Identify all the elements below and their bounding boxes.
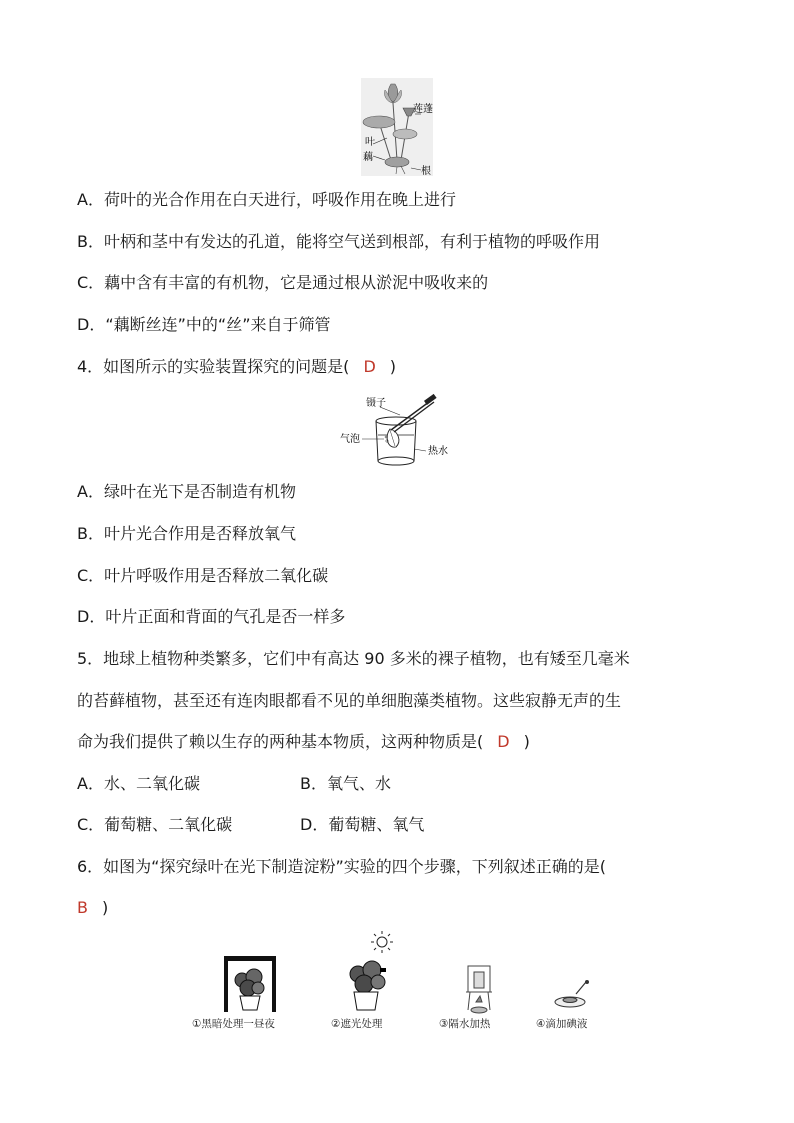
- q4-option-b: B．叶片光合作用是否释放氧气: [77, 524, 296, 543]
- q4-option-c: C．叶片呼吸作用是否释放二氧化碳: [77, 566, 329, 585]
- q5-option-a: A．水、二氧化碳: [77, 774, 200, 793]
- q4-stem-text: 4．如图所示的实验装置探究的问题是(: [77, 357, 350, 376]
- step-3-water-bath-figure: [458, 962, 502, 1016]
- q3-option-d: D．“藕断丝连”中的“丝”来自于筛管: [77, 315, 331, 334]
- q5-line-1: 5．地球上植物种类繁多，它们中有高达 90 多米的裸子植物，也有矮至几毫米: [77, 649, 630, 668]
- step-2-caption: ②遮光处理: [331, 1018, 383, 1030]
- lotus-figure: [361, 78, 433, 176]
- q5-close: ): [523, 732, 530, 751]
- step-1-dark-figure: [218, 952, 282, 1014]
- q4-stem: [77, 357, 396, 377]
- q6-answer: B: [77, 898, 88, 917]
- q5-option-b: B．氧气、水: [300, 774, 391, 793]
- beaker-figure: [338, 393, 458, 469]
- q4-option-a: A．绿叶在光下是否制造有机物: [77, 482, 296, 501]
- q3-option-c: C．藕中含有丰富的有机物，它是通过根从淤泥中吸收来的: [77, 273, 489, 292]
- q5-line-2: 的苔藓植物，甚至还有连肉眼都看不见的单细胞藻类植物。这些寂静无声的生: [77, 691, 622, 710]
- q6-close: ): [101, 898, 109, 917]
- q6-line-1: 6．如图为“探究绿叶在光下制造淀粉”实验的四个步骤，下列叙述正确的是(: [77, 857, 607, 876]
- label-bubble: 气泡: [340, 434, 360, 445]
- label-ou: 藕: [363, 152, 373, 163]
- q4-close: ): [389, 357, 397, 376]
- q5-option-d: D．葡萄糖、氧气: [300, 815, 425, 834]
- q3-option-b: B．叶柄和茎中有发达的孔道，能将空气送到根部，有利于植物的呼吸作用: [77, 232, 600, 251]
- q6-answer-line: [77, 898, 108, 918]
- q3-option-a: A．荷叶的光合作用在白天进行，呼吸作用在晚上进行: [77, 190, 456, 209]
- label-gen: 根: [421, 166, 431, 176]
- label-lianpeng: 莲蓬: [413, 104, 433, 115]
- q4-answer: D: [363, 357, 376, 376]
- q5-line-3: [77, 732, 530, 752]
- step-3-caption: ③隔水加热: [439, 1018, 491, 1030]
- step-4-caption: ④滴加碘液: [536, 1018, 588, 1030]
- label-tweezers: 镊子: [366, 398, 386, 409]
- step-2-shading-figure: [336, 930, 402, 1014]
- label-ye: 叶: [365, 137, 375, 148]
- q5-option-c: C．葡萄糖、二氧化碳: [77, 815, 233, 834]
- q5-answer: D: [497, 732, 510, 751]
- label-hot-water: 热水: [428, 446, 448, 457]
- step-4-iodine-figure: [552, 980, 592, 1010]
- q4-option-d: D．叶片正面和背面的气孔是否一样多: [77, 607, 346, 626]
- q5-line-3-text: 命为我们提供了赖以生存的两种基本物质，这两种物质是(: [77, 732, 484, 751]
- step-1-caption: ①黑暗处理一昼夜: [192, 1018, 275, 1030]
